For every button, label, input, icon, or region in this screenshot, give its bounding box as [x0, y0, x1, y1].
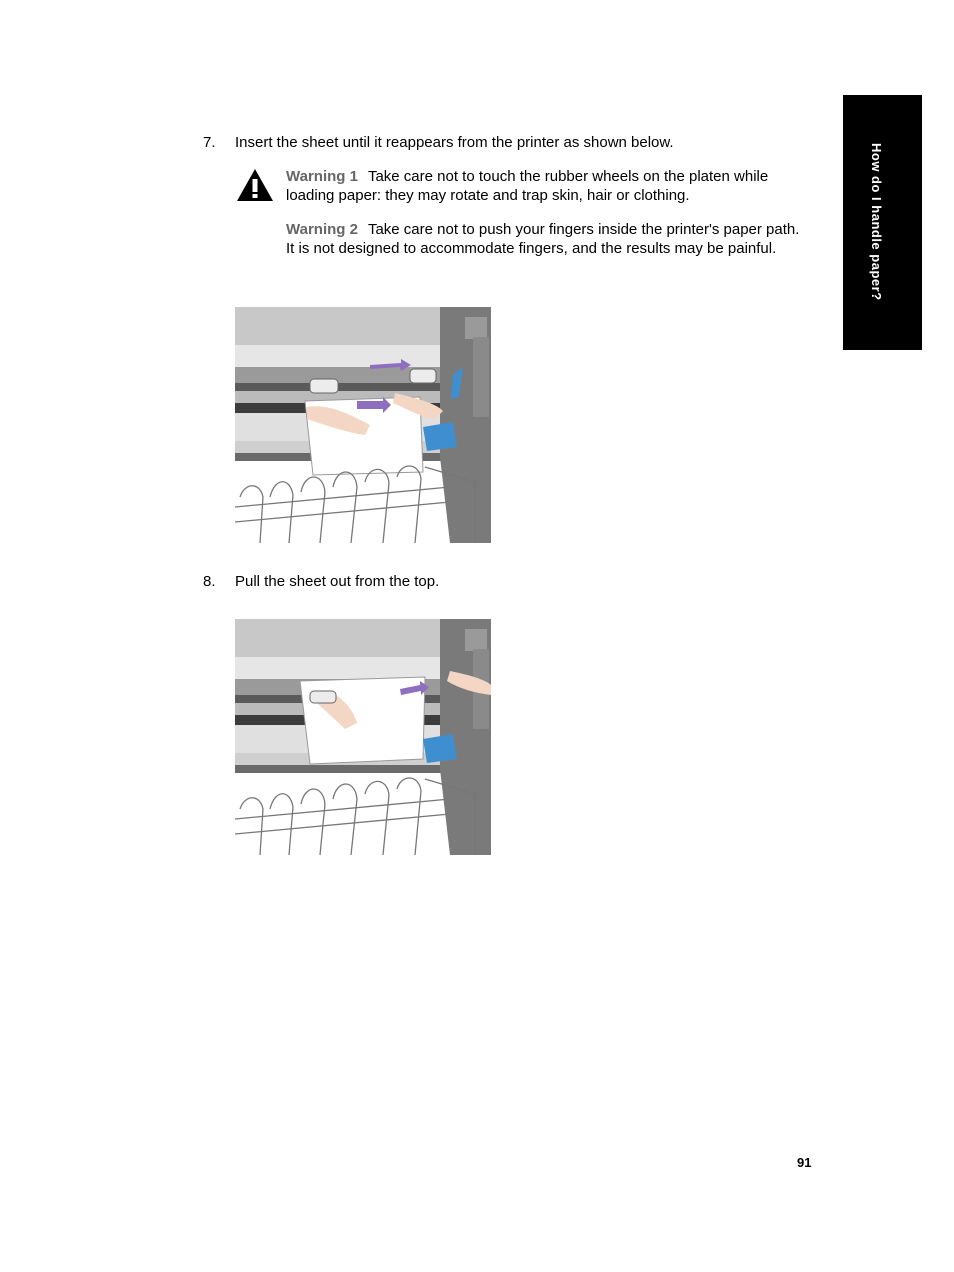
warning-text: Take care not to push your fingers inside the printer's paper path. It is not designed to accommodate fingers, and the results may be painful.	[286, 221, 800, 257]
step-text: Insert the sheet until it reappears from the printer as shown below.	[235, 134, 674, 151]
step-text: Pull the sheet out from the top.	[235, 573, 440, 590]
page-number: 91	[797, 1155, 812, 1170]
warning-text: Take care not to touch the rubber wheels on the platen while loading paper: they may rotate and trap skin, hair or clothing.	[286, 168, 769, 204]
chapter-tab-label: How do I handle paper?	[869, 143, 884, 301]
step-number: 8.	[203, 573, 216, 590]
warning-label: Warning 2	[286, 221, 358, 238]
printer-pull-sheet-illustration	[235, 619, 491, 855]
warning-label: Warning 1	[286, 168, 358, 185]
chapter-side-tab	[843, 95, 922, 350]
warning-1	[286, 167, 811, 205]
printer-insert-sheet-illustration	[235, 307, 491, 543]
step-number: 7.	[203, 134, 216, 151]
warning-2	[286, 220, 811, 258]
warning-triangle-icon	[236, 168, 274, 202]
